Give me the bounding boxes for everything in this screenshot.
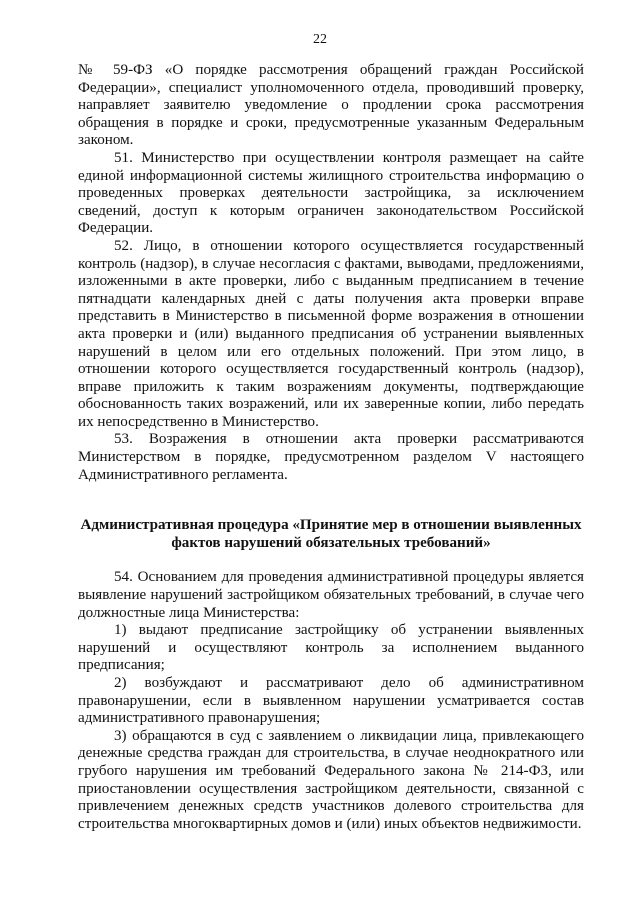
- list-item-3: 3) обращаются в суд с заявлением о ликвидации лица, привлекающего денежные средства граждан для строительства, в случае неоднократного или грубого нарушения им требований Федерального закона № 214-ФЗ, или приостановлении осуществления застройщиком деятельности, связанной с привлечением денежных средств участников долевого строительства для строительства многоквартирных домов и (или) иных объектов недвижимости.: [78, 727, 584, 832]
- page-number: 22: [313, 32, 327, 47]
- paragraph-continuation: № 59-ФЗ «О порядке рассмотрения обращений граждан Российской Федерации», специалист уполномоченного отдела, проводивший проверку, направляет заявителю уведомление о продлении срока рассмотрения обращения в порядке и сроки, предусмотренные указанным Федеральным законом.: [78, 62, 584, 149]
- paragraph-53: 53. Возражения в отношении акта проверки рассматриваются Министерством в порядке, предусмотренном разделом V настоящего Административного регламента.: [78, 431, 584, 483]
- paragraph-52: 52. Лицо, в отношении которого осуществляется государственный контроль (надзор), в случае несогласия с фактами, выводами, предложениями, изложенными в акте проверки, либо с выданным предписанием в течение пятнадцати календарных дней с даты получения акта проверки вправе представить в Министерство в письменной форме возражения в отношении акта проверки и (или) выданного предписания об устранении выявленных нарушений в целом или его отдельных положений. При этом лицо, в отношении которого осуществляется государственный контроль (надзор), вправе приложить к таким возражениям документы, подтверждающие обоснованность таких возражений, или их заверенные копии, либо передать их непосредственно в Министерство.: [78, 237, 584, 430]
- paragraph-51: 51. Министерство при осуществлении контроля размещает на сайте единой информационной системы жилищного строительства информацию о проведенных проверках деятельности застройщика, за исключением сведений, доступ к которым ограничен законодательством Российской Федерации.: [78, 149, 584, 237]
- list-item-2: 2) возбуждают и рассматривают дело об административном правонарушении, если в выявленном нарушении усматривается состав административного правонарушения;: [78, 675, 584, 727]
- list-item-1: 1) выдают предписание застройщику об устранении выявленных нарушений и осуществляют контроль за исполнением выданного предписания;: [78, 622, 584, 674]
- section-heading: Административная процедура «Принятие мер в отношении выявленных фактов нарушений обязательных требований»: [80, 517, 582, 551]
- document-body: [78, 62, 584, 833]
- paragraph-54: 54. Основанием для проведения административной процедуры является выявление нарушений застройщиком обязательных требований, в случае чего должностные лица Министерства:: [78, 569, 584, 621]
